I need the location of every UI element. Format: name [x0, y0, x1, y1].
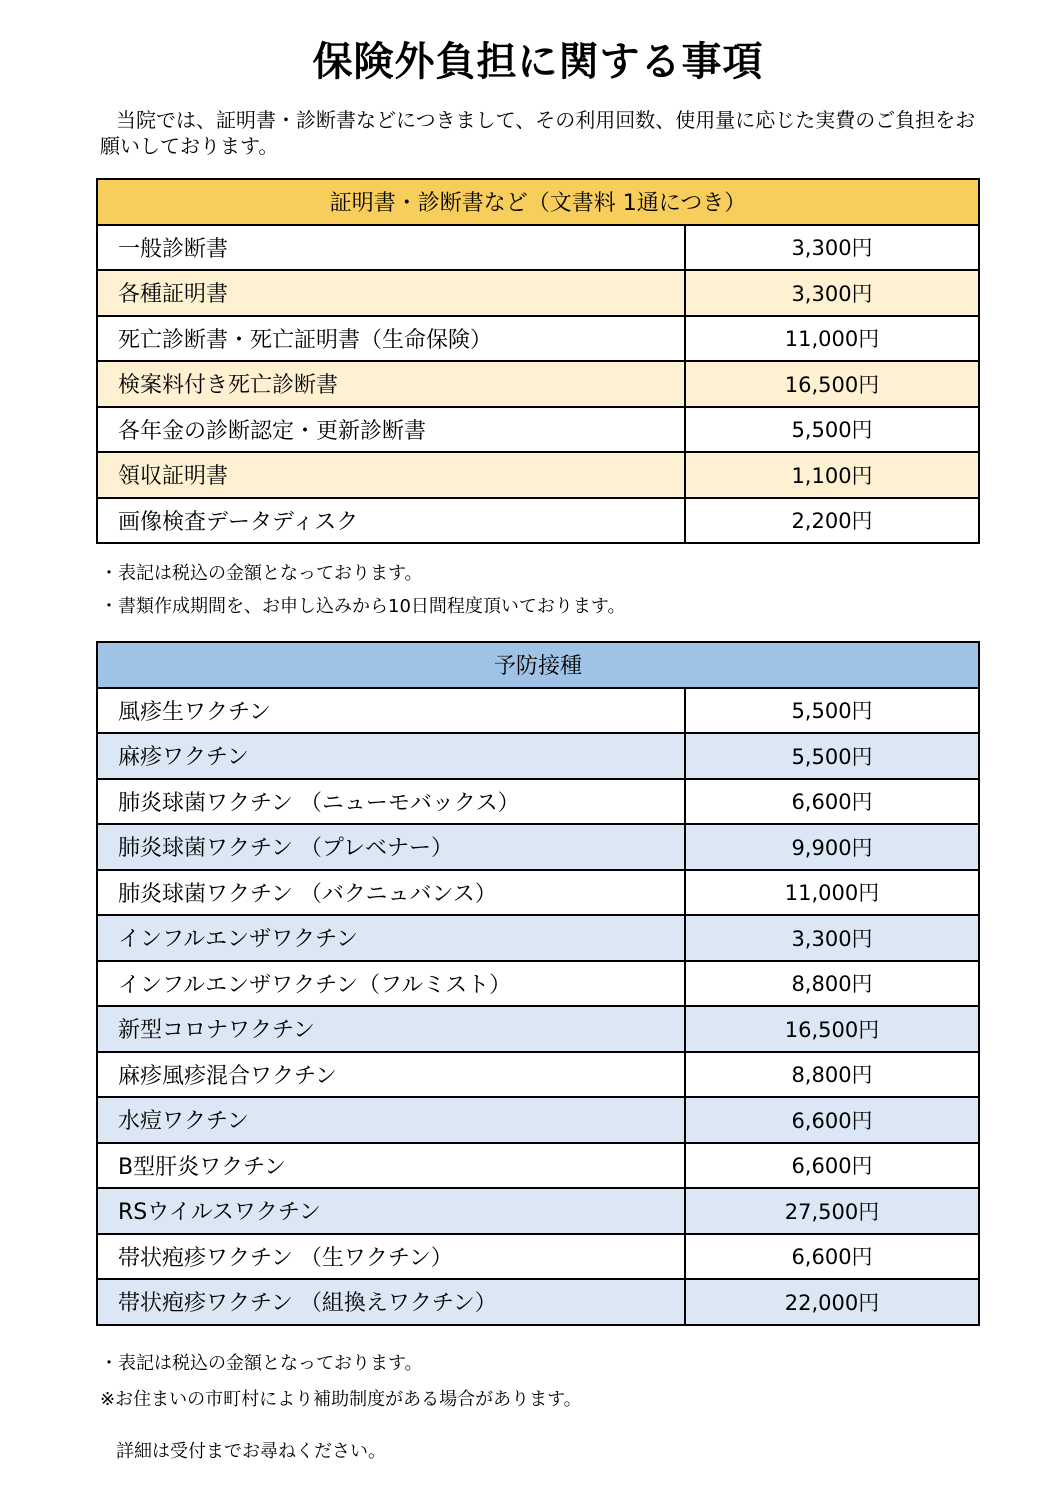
table-row — [97, 824, 979, 870]
vaccine-price: 8,800円 — [685, 1052, 979, 1098]
vaccine-price: 27,500円 — [685, 1188, 979, 1234]
vaccine-name: 新型コロナワクチン — [97, 1006, 685, 1052]
table-row — [97, 1097, 979, 1143]
vaccine-name: 帯状疱疹ワクチン （組換えワクチン） — [97, 1279, 685, 1325]
table-row — [97, 225, 979, 271]
vaccine-name: インフルエンザワクチン（フルミスト） — [97, 961, 685, 1007]
document-name: 各種証明書 — [97, 270, 685, 316]
table-row — [97, 1279, 979, 1325]
vaccine-price: 6,600円 — [685, 1143, 979, 1189]
page-title: 保険外負担に関する事項 — [312, 39, 764, 85]
vaccine-tax-note: ・表記は税込の金額となっております。 — [100, 1353, 423, 1374]
table-row — [97, 1006, 979, 1052]
vaccine-name: 水痘ワクチン — [97, 1097, 685, 1143]
vaccine-price: 11,000円 — [685, 870, 979, 916]
document-price: 1,100円 — [685, 452, 979, 498]
vaccine-name: 麻疹風疹混合ワクチン — [97, 1052, 685, 1098]
vaccine-name: 風疹生ワクチン — [97, 688, 685, 734]
vaccine-price: 3,300円 — [685, 915, 979, 961]
table-row — [97, 870, 979, 916]
document-name: 死亡診断書・死亡証明書（生命保険） — [97, 316, 685, 362]
table-row — [97, 1234, 979, 1280]
table-row — [97, 688, 979, 734]
vaccine-price: 16,500円 — [685, 1006, 979, 1052]
table-row — [97, 1143, 979, 1189]
intro-paragraph: 当院では、証明書・診断書などにつきまして、その利用回数、使用量に応じた実費のご負担をお願いしております。 — [100, 108, 976, 158]
vaccine-price: 6,600円 — [685, 1234, 979, 1280]
vaccine-name: インフルエンザワクチン — [97, 915, 685, 961]
table-row — [97, 1188, 979, 1234]
document-name: 検案料付き死亡診断書 — [97, 361, 685, 407]
document-fee-table-header: 証明書・診断書など（文書料 1通につき） — [97, 179, 979, 225]
table-row — [97, 1052, 979, 1098]
vaccine-price: 9,900円 — [685, 824, 979, 870]
document-name: 領収証明書 — [97, 452, 685, 498]
document-price: 5,500円 — [685, 407, 979, 453]
vaccine-name: RSウイルスワクチン — [97, 1188, 685, 1234]
vaccine-price: 8,800円 — [685, 961, 979, 1007]
vaccine-name: 肺炎球菌ワクチン （ニューモバックス） — [97, 779, 685, 825]
table-row — [97, 961, 979, 1007]
table-row — [97, 361, 979, 407]
table-row — [97, 498, 979, 544]
table-row — [97, 407, 979, 453]
document-price: 3,300円 — [685, 270, 979, 316]
document-name: 画像検査データディスク — [97, 498, 685, 544]
vaccine-price: 6,600円 — [685, 1097, 979, 1143]
table-row — [97, 779, 979, 825]
table-row — [97, 915, 979, 961]
vaccine-fee-table-header: 予防接種 — [97, 642, 979, 688]
vaccine-name: 肺炎球菌ワクチン （プレベナー） — [97, 824, 685, 870]
table-row — [97, 452, 979, 498]
processing-period-note: ・書類作成期間を、お申し込みから10日間程度頂いております。 — [100, 596, 626, 617]
document-price: 2,200円 — [685, 498, 979, 544]
document-fee-table — [96, 178, 980, 544]
table-row — [97, 270, 979, 316]
vaccine-price: 5,500円 — [685, 688, 979, 734]
document-price: 3,300円 — [685, 225, 979, 271]
inquiry-note: 詳細は受付までお尋ねください。 — [116, 1441, 386, 1462]
vaccine-name: 麻疹ワクチン — [97, 733, 685, 779]
vaccine-fee-table — [96, 641, 980, 1326]
document-name: 各年金の診断認定・更新診断書 — [97, 407, 685, 453]
vaccine-name: B型肝炎ワクチン — [97, 1143, 685, 1189]
document-price: 16,500円 — [685, 361, 979, 407]
table-row — [97, 733, 979, 779]
vaccine-price: 5,500円 — [685, 733, 979, 779]
subsidy-note: ※お住まいの市町村により補助制度がある場合があります。 — [100, 1389, 582, 1410]
table-row — [97, 316, 979, 362]
document-price: 11,000円 — [685, 316, 979, 362]
document-name: 一般診断書 — [97, 225, 685, 271]
tax-included-note: ・表記は税込の金額となっております。 — [100, 563, 423, 584]
vaccine-price: 6,600円 — [685, 779, 979, 825]
vaccine-name: 帯状疱疹ワクチン （生ワクチン） — [97, 1234, 685, 1280]
vaccine-price: 22,000円 — [685, 1279, 979, 1325]
vaccine-name: 肺炎球菌ワクチン （バクニュバンス） — [97, 870, 685, 916]
